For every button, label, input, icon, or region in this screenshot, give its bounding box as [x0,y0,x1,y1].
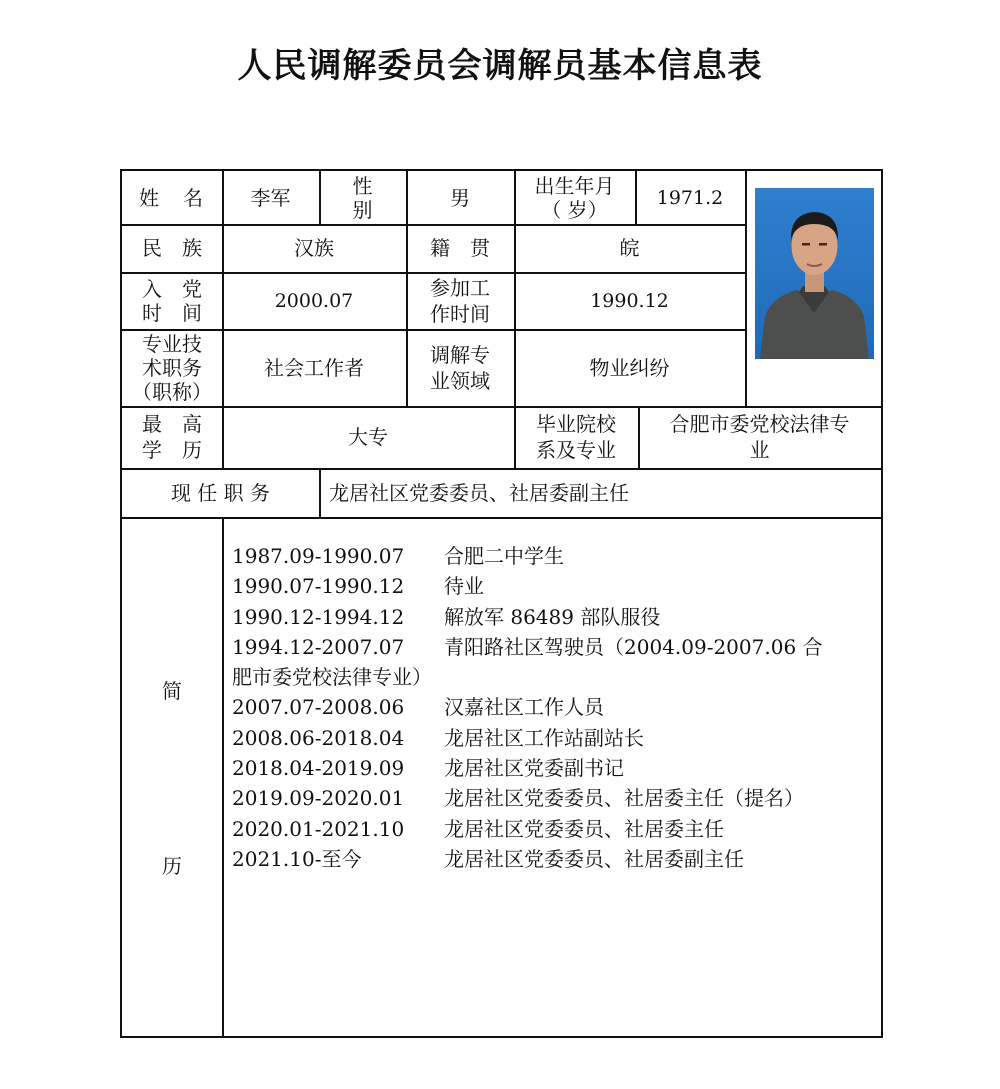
value-school: 合肥市委党校法律专 业 [669,412,850,462]
value-native-place: 皖 [619,236,640,260]
resume-text: 龙居社区党委副书记 [444,756,624,781]
resume-text: 龙居社区党委委员、社居委主任 [444,816,724,841]
person-icon [755,188,874,359]
label-name: 姓 名 [139,185,205,210]
label-birth: 出生年月 （ 岁） [534,173,615,222]
resume-date: 2021.10-至今 [232,846,362,871]
resume-entry [232,602,872,632]
value-mediation-field: 物业纠纷 [589,355,670,380]
resume-date: 1987.09-1990.07 [232,544,405,568]
resume-entry [232,844,872,874]
label-school: 毕业院校 系及专业 [536,412,616,462]
resume-entry [232,632,872,662]
resume-list [232,541,872,874]
resume-entry [232,814,872,844]
resume-entry [232,783,872,813]
label-ethnicity: 民 族 [142,236,202,260]
resume-entry [232,541,872,571]
label-mediation-field: 调解专 业领域 [430,342,490,393]
value-ethnicity: 汉族 [294,236,334,260]
resume-date: 2008.06-2018.04 [232,725,405,750]
value-work-start: 1990.12 [590,289,669,312]
info-table [120,169,883,1038]
label-gender: 性 别 [352,173,373,222]
label-tech-title: 专业技 术职务 （职称） [132,331,212,404]
form-title: 人民调解委员会调解员基本信息表 [237,46,763,86]
resume-text: 龙居社区党委委员、社居委主任（提名） [444,786,804,811]
value-education: 大专 [348,425,388,449]
label-current-position: 现 任 职 务 [170,480,271,505]
grid-line [745,171,747,406]
grid-line [122,517,881,519]
value-birth: 1971.2 [656,186,724,209]
resume-entry [232,723,872,753]
label-resume-2: 历 [162,854,182,878]
grid-line [222,517,224,1036]
label-education: 最 高 学 历 [142,412,202,462]
resume-entry [232,692,872,722]
value-gender: 男 [450,185,470,210]
resume-entry [232,753,872,783]
value-current-position: 龙居社区党委委员、社居委副主任 [329,480,629,505]
value-tech-title: 社会工作者 [264,355,364,380]
resume-text: 青阳路社区驾驶员（2004.09-2007.06 合 [444,634,823,659]
resume-entry [232,571,872,601]
resume-date: 2018.04-2019.09 [232,756,405,781]
portrait-photo [755,188,874,359]
resume-text: 龙居社区党委委员、社居委副主任 [444,846,744,871]
label-work-start: 参加工 作时间 [430,275,490,326]
resume-date: 2019.09-2020.01 [232,786,405,811]
resume-text: 解放军 86489 部队服役 [444,604,661,629]
resume-date: 2020.01-2021.10 [232,816,405,841]
resume-text: 待业 [444,574,484,599]
value-party-join: 2000.07 [274,289,354,312]
resume-text: 合肥二中学生 [444,544,564,568]
resume-date: 2007.07-2008.06 [232,695,405,720]
resume-text: 汉嘉社区工作人员 [444,695,604,720]
label-native-place: 籍 贯 [430,236,490,260]
label-resume-1: 简 [162,679,182,703]
resume-date: 1990.07-1990.12 [232,574,405,599]
value-name: 李军 [250,185,291,210]
label-party-join: 入 党 时 间 [142,276,202,325]
resume-text-continued: 肥市委党校法律专业） [232,665,432,690]
resume-date: 1994.12-2007.07 [232,634,405,659]
resume-text: 龙居社区工作站副站长 [444,725,644,750]
resume-date: 1990.12-1994.12 [232,604,405,629]
